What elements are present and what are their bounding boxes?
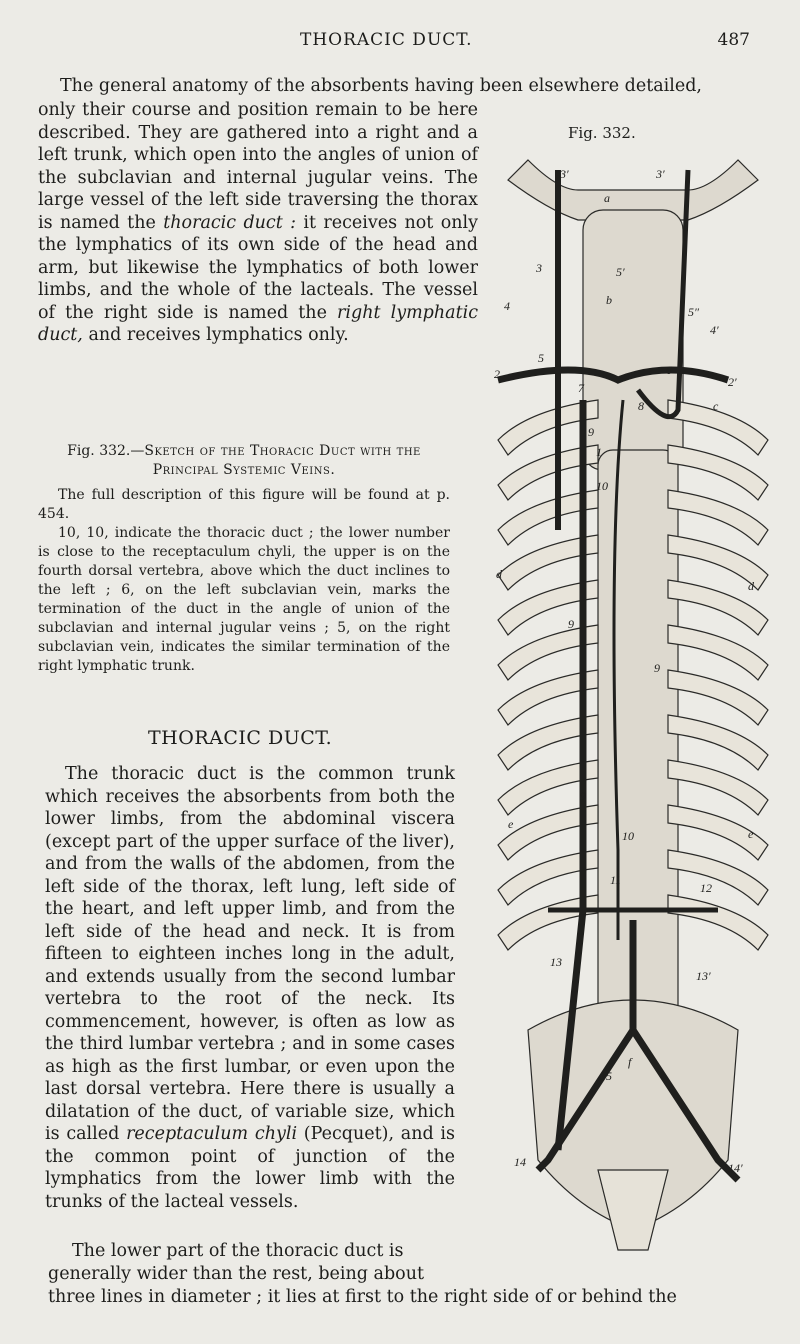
fig-label-e-left: e: [508, 817, 514, 831]
fig-label-a: a: [604, 191, 610, 205]
figure-caption-body: [38, 486, 450, 676]
fig-label-n12: 12: [700, 881, 712, 895]
fig-label-n13: 13: [550, 955, 562, 969]
rib-r-11: [668, 850, 768, 905]
fig-label-n5p: 5′: [616, 265, 625, 279]
rib-r-3: [668, 490, 768, 545]
intro-paragraph: only their course and position remain to be here described. They are gathered into a right and a left trunk, which open into the angles of union of the subclavian and internal jugular veins. The large vessel of the left side traversing the thorax is named the thoracic duct : it receives not only the lymphatics of its own side of the head and arm, but likewise the lymphatics of both lower limbs, and the whole of the lacteals. The vessel of the right side is named the right lymphatic duct, and receives lymphatics only.: [38, 100, 479, 345]
section-paragraph-2-line-2: generally wider than the rest, being about: [48, 1264, 425, 1284]
figure-caption-title: Fig. 332.—Sketch of the Thoracic Duct with the Principal Systemic Veins.: [67, 443, 421, 478]
rib-r-6: [668, 625, 768, 680]
fig-label-n11: 11: [610, 873, 622, 887]
fig-label-n15: 15: [600, 1069, 612, 1083]
sacrum-shape: [598, 1170, 668, 1250]
fig-label-n2p: 2′: [728, 375, 737, 389]
fig-label-n6: 6: [666, 363, 672, 377]
fig-label-c: c: [713, 399, 719, 413]
fig-label-n3p-right: 3′: [656, 167, 665, 181]
fig-label-n4p: 4′: [710, 323, 719, 337]
page-header: [0, 30, 800, 54]
fig-label-d-right: d: [748, 579, 754, 593]
term-thoracic-duct: thoracic duct :: [163, 212, 297, 233]
term-right-lymphatic-duct: right lymphatic duct,: [38, 302, 479, 345]
fig-label-n8: 8: [638, 399, 644, 413]
fig-label-n5: 5: [538, 351, 544, 365]
page-number: 487: [717, 30, 750, 50]
fig-label-n10b: 10: [622, 829, 634, 843]
rib-r-9: [668, 760, 768, 815]
fig-label-n2: 2: [494, 367, 500, 381]
thoracic-lumbar-spine-shape: [598, 450, 678, 1070]
fig-label-b: b: [606, 293, 612, 307]
fig-label-f: f: [628, 1055, 632, 1069]
fig-label-n9a: 9: [588, 425, 594, 439]
term-receptaculum-chyli: receptaculum chyli: [126, 1124, 298, 1144]
fig-label-d-left: d: [496, 567, 502, 581]
cervical-spine-shape: [583, 210, 683, 470]
fig-label-n9c: 9: [654, 661, 660, 675]
fig-label-n10a: 10: [596, 479, 608, 493]
rib-r-2: [668, 445, 768, 500]
fig-label-n3p-left: 3′: [560, 167, 569, 181]
section-paragraph: The thoracic duct is the common trunk which receives the absorbents from both the lower limbs, from the abdominal viscera (except part of the upper surface of the liver), and from the walls of the abdomen, from the left side of the thorax, left lung, left side of the heart, and left upper limb, and from the left side of the head and neck. It is from fifteen to eighteen inches long in the adult, and extends usually from the second lumbar vertebra to the root of the neck. Its commencement, however, is often as low as the third lumbar vertebra ; and in some cases as high as the first lumbar, or even upon the last dorsal vertebra. Here there is usually a dilatation of the duct, of variable size, which is called receptaculum chyli (Pecquet), and is the common point of junction of the lymphatics from the lower limb with the trunks of the lacteal vessels.: [45, 764, 455, 1212]
intro-first-line: The general anatomy of the absorbents having been elsewhere detailed,: [60, 76, 702, 96]
thoracic-duct-illustration: [488, 150, 778, 1260]
figure-label: Fig. 332.: [568, 124, 636, 142]
fig-label-n14: 14: [514, 1155, 526, 1169]
caption-paragraph-1: The full description of this figure will be found at p. 454.: [38, 487, 450, 522]
section-paragraph-2-line-3: three lines in diameter ; it lies at first to the right side of or behind the: [48, 1287, 677, 1307]
section-paragraph-2-line-1: The lower part of the thoracic duct is: [72, 1241, 404, 1261]
fig-label-n1: 1: [596, 445, 602, 459]
running-title: THORACIC DUCT.: [300, 30, 473, 50]
fig-label-n3: 3: [536, 261, 542, 275]
fig-label-n9b: 9: [568, 617, 574, 631]
fig-label-n13p: 13′: [696, 969, 711, 983]
caption-paragraph-2: 10, 10, indicate the thoracic duct ; the lower number is close to the receptaculum chyli, the upper is on the fourth dorsal vertebra, above which the duct inclines to the left ; 6, on the left subclavian vein, marks the termination of the duct in the angle of union of the subclavian and internal jugular veins ; 5, on the right subclavian vein, indicates the similar termination of the right lymphatic trunk.: [38, 525, 450, 674]
rib-r-12: [668, 895, 768, 950]
fig-label-n14p: 14′: [728, 1161, 743, 1175]
fig-label-n5pp: 5″: [688, 305, 699, 319]
fig-label-n9d: 9: [580, 789, 586, 803]
rib-r-8: [668, 715, 768, 770]
rib-r-7: [668, 670, 768, 725]
fig-label-n4: 4: [504, 299, 510, 313]
fig-label-e-right: e: [748, 827, 754, 841]
fig-label-n7: 7: [578, 381, 584, 395]
section-heading: THORACIC DUCT.: [148, 727, 333, 749]
